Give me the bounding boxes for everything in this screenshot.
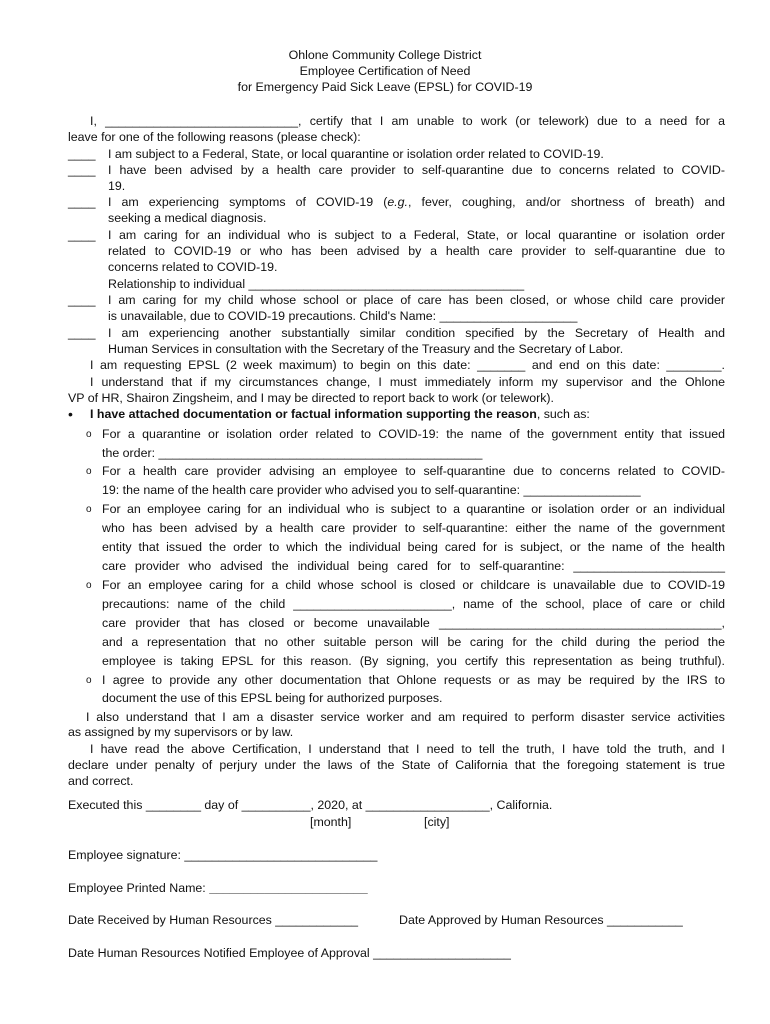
sub-bullet-icon: o (86, 675, 92, 686)
reason-1-checkbox[interactable]: ____ (68, 147, 96, 161)
reason-5-line-1: I am caring for my child whose school or place of care has been closed, or whose child care provider (108, 293, 725, 307)
child-name-field[interactable]: is unavailable, due to COVID-19 precautions. Child's Name: ____________________ (108, 309, 578, 323)
reason-4-line-3: concerns related to COVID-19. (108, 260, 278, 274)
printed-name-blank[interactable]: _______________________ (209, 881, 368, 895)
disaster-line-1: I also understand that I am a disaster service worker and am required to perform disaster service activities (86, 710, 725, 724)
sub-1-line-1: For a quarantine or isolation order related to COVID-19: the name of the government entity that issued (102, 427, 725, 441)
sub-bullet-icon: o (86, 504, 92, 515)
attached-documentation (90, 406, 590, 422)
reason-5-checkbox[interactable]: ____ (68, 293, 96, 307)
sub-4-line-4: and a representation that no other suitable person will be caring for the child during the period the (102, 635, 725, 649)
date-approved-field[interactable]: Date Approved by Human Resources ___________ (399, 913, 683, 927)
reason-3-text-b: , fever, coughing, and/or shortness of breath) and (408, 195, 725, 209)
month-label: [month] (310, 815, 352, 829)
sub-bullet-icon: o (86, 580, 92, 591)
sub-4-line-1: For an employee caring for a child whose school is closed or childcare is unavailable due to COVID-19 (102, 578, 725, 592)
reason-4-line-1: I am caring for an individual who is subject to a Federal, State, or local quarantine or isolation order (108, 228, 725, 242)
reason-2-line-2: 19. (108, 179, 126, 193)
date-notified-field[interactable]: Date Human Resources Notified Employee of Approval ____________________ (68, 946, 511, 960)
attached-bold: I have attached documentation or factual information supporting the reason (90, 407, 537, 421)
disaster-line-2: as assigned by my supervisors or by law. (68, 725, 294, 739)
care-provider-field[interactable]: care provider who advised the individual being cared for to self-quarantine: ______________________ (102, 559, 725, 573)
relationship-field[interactable]: Relationship to individual ________________________________________ (108, 277, 525, 291)
understand-line-1: I understand that if my circumstances change, I must immediately inform my supervisor and the Ohlone (90, 375, 725, 389)
reason-3-text-a: I am experiencing symptoms of COVID-19 ( (108, 195, 388, 209)
city-label: [city] (424, 815, 450, 829)
understand-line-2: VP of HR, Shairon Zingsheim, and I may be directed to report back to work (or telework). (68, 391, 554, 405)
reason-4-line-2: related to COVID-19 or who has been advised by a health care provider to self-quarantine due to (108, 244, 725, 258)
epsl-dates-field[interactable]: I am requesting EPSL (2 week maximum) to begin on this date: _______ and end on this date: ________. (90, 358, 725, 372)
attached-rest: , such as: (536, 407, 590, 421)
sub-5-line-1: I agree to provide any other documentation that Ohlone requests or as may be required by the IRS to (102, 673, 725, 687)
certify-line-2: declare under penalty of perjury under the laws of the State of California that the foregoing statement is true (68, 758, 725, 772)
employee-signature-field[interactable]: Employee signature: ____________________________ (68, 848, 378, 862)
child-school-field[interactable]: precautions: name of the child _______________________, name of the school, place of care or child (102, 597, 725, 611)
intro-line-2: leave for one of the following reasons (please check): (68, 130, 361, 144)
reason-2-line-1: I have been advised by a health care provider to self-quarantine due to concerns related to COVID- (108, 163, 725, 177)
intro-line-1: I, ____________________________, certify that I am unable to work (or telework) due to a need for a (90, 114, 725, 128)
sub-bullet-icon: o (86, 466, 92, 477)
reason-3-line-1 (108, 194, 725, 210)
sub-bullet-icon: o (86, 429, 92, 440)
reason-2-checkbox[interactable]: ____ (68, 163, 96, 177)
health-provider-field[interactable]: 19: the name of the health care provider who advised you to self-quarantine: _________________ (102, 483, 641, 497)
reason-3-checkbox[interactable]: ____ (68, 195, 96, 209)
reason-3-eg: e.g. (387, 195, 408, 209)
reason-4-checkbox[interactable]: ____ (68, 228, 96, 242)
government-entity-field[interactable]: the order: _______________________________________________ (102, 446, 483, 460)
sub-3-line-3: entity that issued the order to which the individual being cared for is subject, or the name of the health (102, 540, 725, 554)
employee-printed-name-field[interactable] (68, 880, 368, 896)
form-title: Employee Certification of Need (299, 64, 471, 78)
form-subtitle: for Emergency Paid Sick Leave (EPSL) for COVID-19 (237, 80, 533, 94)
printed-name-label: Employee Printed Name: (68, 881, 210, 895)
district-title: Ohlone Community College District (288, 48, 482, 62)
care-provider-closed-field[interactable]: care provider that has closed or become unavailable _________________________________________, (102, 616, 725, 630)
executed-field[interactable]: Executed this ________ day of __________, 2020, at __________________, California. (68, 798, 553, 812)
certify-line-3: and correct. (68, 774, 134, 788)
sub-4-line-5: employee is taking EPSL for this reason. (By signing, you certify this representation as being truthful). (102, 654, 725, 668)
sub-2-line-1: For a health care provider advising an employee to self-quarantine due to concerns related to COVID- (102, 464, 725, 478)
reason-6-line-2: Human Services in consultation with the Secretary of the Treasury and the Secretary of Labor. (108, 342, 624, 356)
date-received-field[interactable]: Date Received by Human Resources ____________ (68, 913, 358, 927)
bullet-icon: • (68, 406, 73, 422)
sub-3-line-1: For an employee caring for an individual who is subject to a quarantine or isolation order or an individual (102, 502, 725, 516)
sub-3-line-2: who has been advised by a health care provider to self-quarantine: either the name of the government (102, 521, 725, 535)
reason-3-line-2: seeking a medical diagnosis. (108, 211, 267, 225)
reason-6-line-1: I am experiencing another substantially similar condition specified by the Secretary of Health and (108, 326, 725, 340)
reason-6-checkbox[interactable]: ____ (68, 326, 96, 340)
certify-line-1: I have read the above Certification, I understand that I need to tell the truth, I have told the truth, and I (90, 742, 725, 756)
sub-5-line-2: document the use of this EPSL being for authorized purposes. (102, 691, 443, 705)
reason-1-text: I am subject to a Federal, State, or local quarantine or isolation order related to COVID-19. (108, 147, 604, 161)
